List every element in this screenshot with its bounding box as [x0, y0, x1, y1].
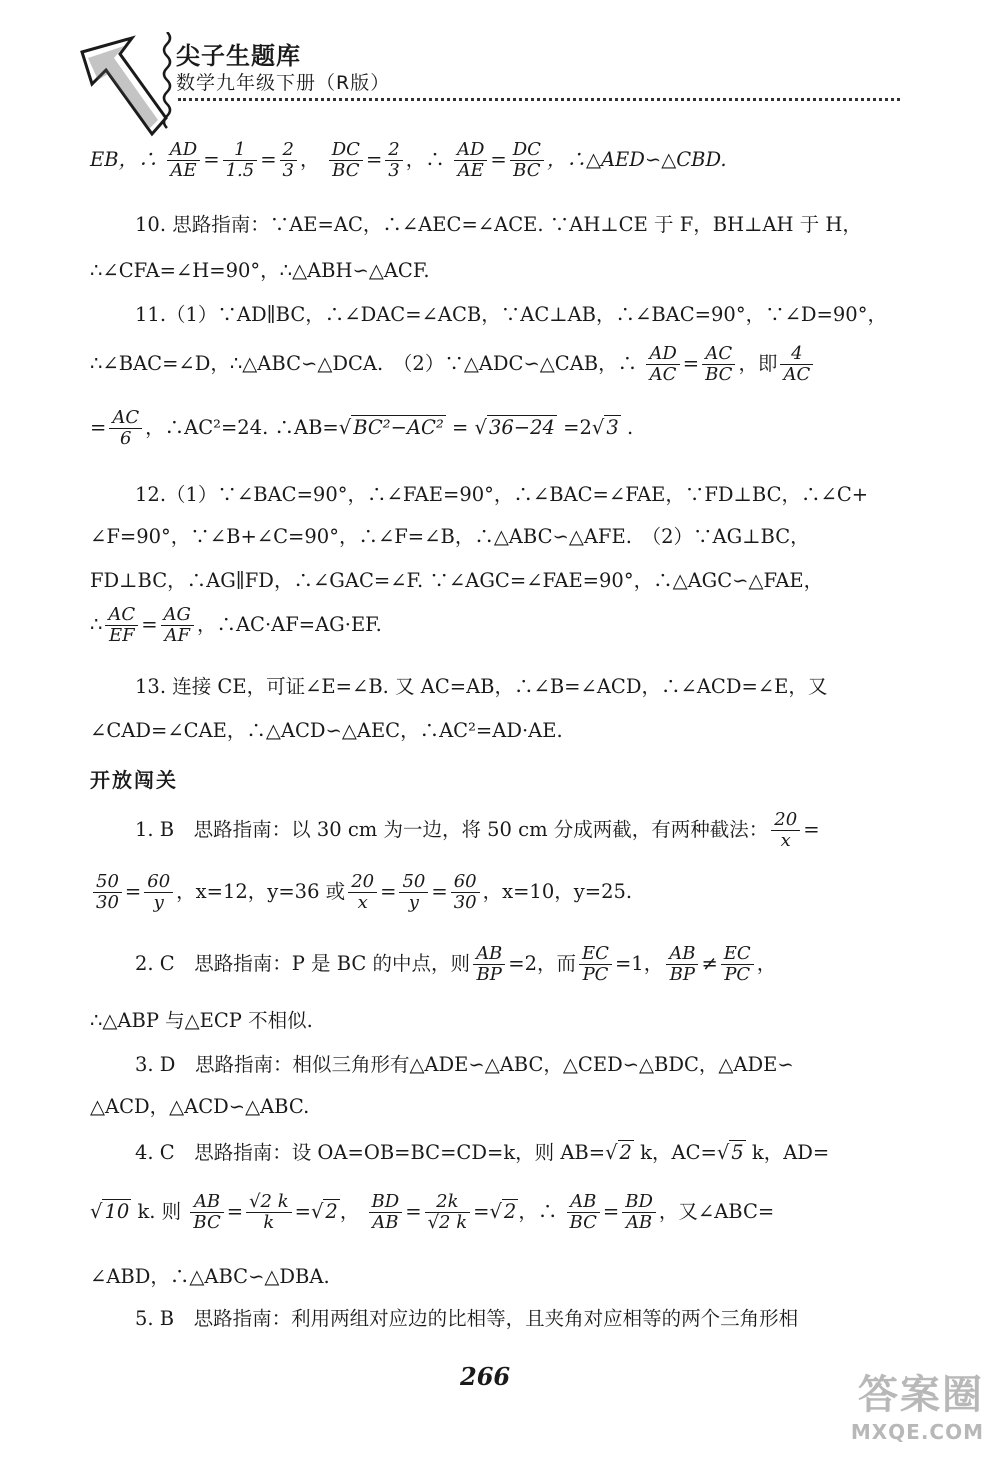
fraction: $\frac{EC}{PC}$: [579, 944, 612, 985]
fraction: $\frac{2k}{√2 k}$: [425, 1192, 471, 1233]
fraction: $\frac{50}{y}$: [399, 872, 428, 913]
fraction: $\frac{60}{30}$: [451, 872, 480, 913]
text-line: 12.（1）∵∠BAC=90°，∴∠FAE=90°，∴∠BAC=∠FAE，∵FD⊥BC，∴∠C+: [135, 483, 869, 506]
fraction: $\frac{AB}{BP}$: [666, 944, 698, 985]
fraction: $\frac{AC}{BC}$: [702, 344, 735, 385]
fraction: $\frac{AD}{AC}$: [646, 344, 679, 385]
text-line: ∠CAD=∠CAE，∴△ACD∽△AEC，∴AC²=AD·AE.: [90, 719, 563, 742]
fraction: $\frac{DC}{BC}$: [510, 140, 544, 181]
fraction: $\frac{AC}{6}$: [109, 408, 142, 449]
watermark-url: MXQE.COM: [850, 1420, 984, 1444]
fraction: $\frac{60}{y}$: [144, 872, 173, 913]
text-line: 13. 连接 CE，可证∠E=∠B. 又 AC=AB，∴∠B=∠ACD，∴∠ACD=∠E，又: [135, 675, 828, 698]
fraction: $\frac{AD}{AE}$: [167, 140, 200, 181]
radicand: 36−24: [488, 415, 555, 439]
radicand: 2: [503, 1199, 517, 1223]
fraction: $\frac{AD}{AE}$: [454, 140, 487, 181]
radicand: 2: [619, 1141, 632, 1164]
text-line: 5. B 思路指南：利用两组对应边的比相等，且夹角对应相等的两个三角形相: [135, 1307, 799, 1330]
arrow-logo-icon: [78, 30, 170, 140]
fraction: $\frac{AB}{BP}$: [473, 944, 505, 985]
page-number: 266: [460, 1362, 511, 1391]
text-line: √ 10 k. 则 $\frac{AB}{BC}$ = $\frac{√2 k}{k}$ =√ 2 ， $\frac{BD}{AB}$ = $\frac{2k}{√2 k}$ =√ 2 ，∴ $\frac{AB}{BC}$ = $\frac{BD}{AB}$ ，又∠ABC=: [90, 1191, 775, 1233]
section-heading: 开放闯关: [90, 768, 178, 792]
text-line: ∴ $\frac{AC}{EF}$ = $\frac{AG}{AF}$ ，∴AC·AF=AG·EF.: [90, 604, 382, 646]
watermark-title: 答案圈: [858, 1372, 984, 1418]
fraction: $\frac{2}{3}$: [280, 140, 297, 181]
fraction: $\frac{50}{30}$: [93, 872, 122, 913]
book-title: 尖子生题库: [176, 42, 301, 70]
radicand: 10: [104, 1199, 130, 1223]
book-subtitle: 数学九年级下册（R版）: [176, 72, 391, 94]
text-line: △ACD，△ACD∽△ABC.: [90, 1095, 310, 1118]
fraction: $\frac{BD}{AB}$: [369, 1192, 403, 1233]
fraction: $\frac{1}{1.5}$: [223, 140, 258, 181]
fraction: $\frac{AG}{AF}$: [161, 605, 194, 646]
fraction: $\frac{BD}{AB}$: [622, 1192, 656, 1233]
fraction: $\frac{AB}{BC}$: [190, 1192, 223, 1233]
text-line: = $\frac{AC}{6}$ ，∴AC²=24. ∴AB=√ BC²−AC² = √ 36−24 =2√ 3 .: [90, 407, 634, 449]
radicand: 2: [325, 1199, 338, 1223]
watermark: [851, 1363, 984, 1444]
text-line: $\frac{50}{30}$ = $\frac{60}{y}$ ，x=12，y=36 或 $\frac{20}{x}$ = $\frac{50}{y}$ = $\frac{60}{30}$ ，x=10，y=25.: [90, 872, 900, 913]
fraction: $\frac{2}{3}$: [385, 140, 402, 181]
fraction: $\frac{DC}{BC}$: [329, 140, 363, 181]
text-line: 11.（1）∵AD∥BC，∴∠DAC=∠ACB，∵AC⊥AB，∴∠BAC=90°，∵∠D=90°，: [135, 303, 887, 326]
fraction: $\frac{AC}{EF}$: [105, 605, 138, 646]
text-line: ∠ABD，∴△ABC∽△DBA.: [90, 1265, 330, 1288]
text-line: 1. B 思路指南：以 30 cm 为一边，将 50 cm 分成两截，有两种截法： $\frac{20}{x}$ =: [135, 809, 820, 851]
fraction: $\frac{20}{x}$: [348, 872, 377, 913]
radicand: 5: [731, 1141, 744, 1164]
radicand: BC²−AC²: [353, 415, 444, 439]
header-dotted-rule: [178, 98, 900, 101]
fraction: $\frac{EC}{PC}$: [721, 944, 754, 985]
fraction: $\frac{AB}{BC}$: [567, 1192, 600, 1233]
fraction: $\frac{√2 k}{k}$: [246, 1192, 292, 1233]
text-line: 10. 思路指南：∵AE=AC，∴∠AEC=∠ACE. ∵AH⊥CE 于 F，BH⊥AH 于 H，: [135, 213, 862, 236]
wavy-divider-icon: [160, 32, 174, 132]
text-line: EB，∴ $\frac{AD}{AE}$ = $\frac{1}{1.5}$ = $\frac{2}{3}$ ， $\frac{DC}{BC}$ = $\frac{2}{3}$ ，∴ $\frac{AD}{AE}$ = $\frac{DC}{BC}$ ，∴△AED∽△CBD.: [90, 139, 727, 181]
radicand: 3: [606, 415, 619, 439]
fraction: $\frac{4}{AC}$: [780, 344, 813, 385]
text-line: ∴∠CFA=∠H=90°，∴△ABH∽△ACF.: [90, 259, 430, 282]
text-line: ∴△ABP 与△ECP 不相似.: [90, 1009, 313, 1032]
text-line: ∴∠BAC=∠D，∴△ABC∽△DCA. （2）∵△ADC∽△CAB，∴ $\frac{AD}{AC}$ = $\frac{AC}{BC}$ ，即 $\frac{4}{AC}$: [90, 344, 900, 385]
fraction: $\frac{20}{x}$: [771, 810, 800, 851]
text-line: 2. C 思路指南：P 是 BC 的中点，则 $\frac{AB}{BP}$ =2，而 $\frac{EC}{PC}$ =1， $\frac{AB}{BP}$ ≠ $\frac{EC}{PC}$ ，: [135, 943, 777, 985]
text-line: FD⊥BC，∴AG∥FD，∴∠GAC=∠F. ∵∠AGC=∠FAE=90°，∴△AGC∽△FAE，: [90, 569, 824, 592]
text-line: 3. D 思路指南：相似三角形有△ADE∽△ABC，△CED∽△BDC，△ADE∽: [135, 1053, 794, 1076]
text-line: 4. C 思路指南：设 OA=OB=BC=CD=k，则 AB=√ 2 k，AC=√ 5 k，AD=: [135, 1141, 830, 1164]
text-line: ∠F=90°，∵∠B+∠C=90°，∴∠F=∠B，∴△ABC∽△AFE. （2）∵AG⊥BC，: [90, 525, 810, 548]
